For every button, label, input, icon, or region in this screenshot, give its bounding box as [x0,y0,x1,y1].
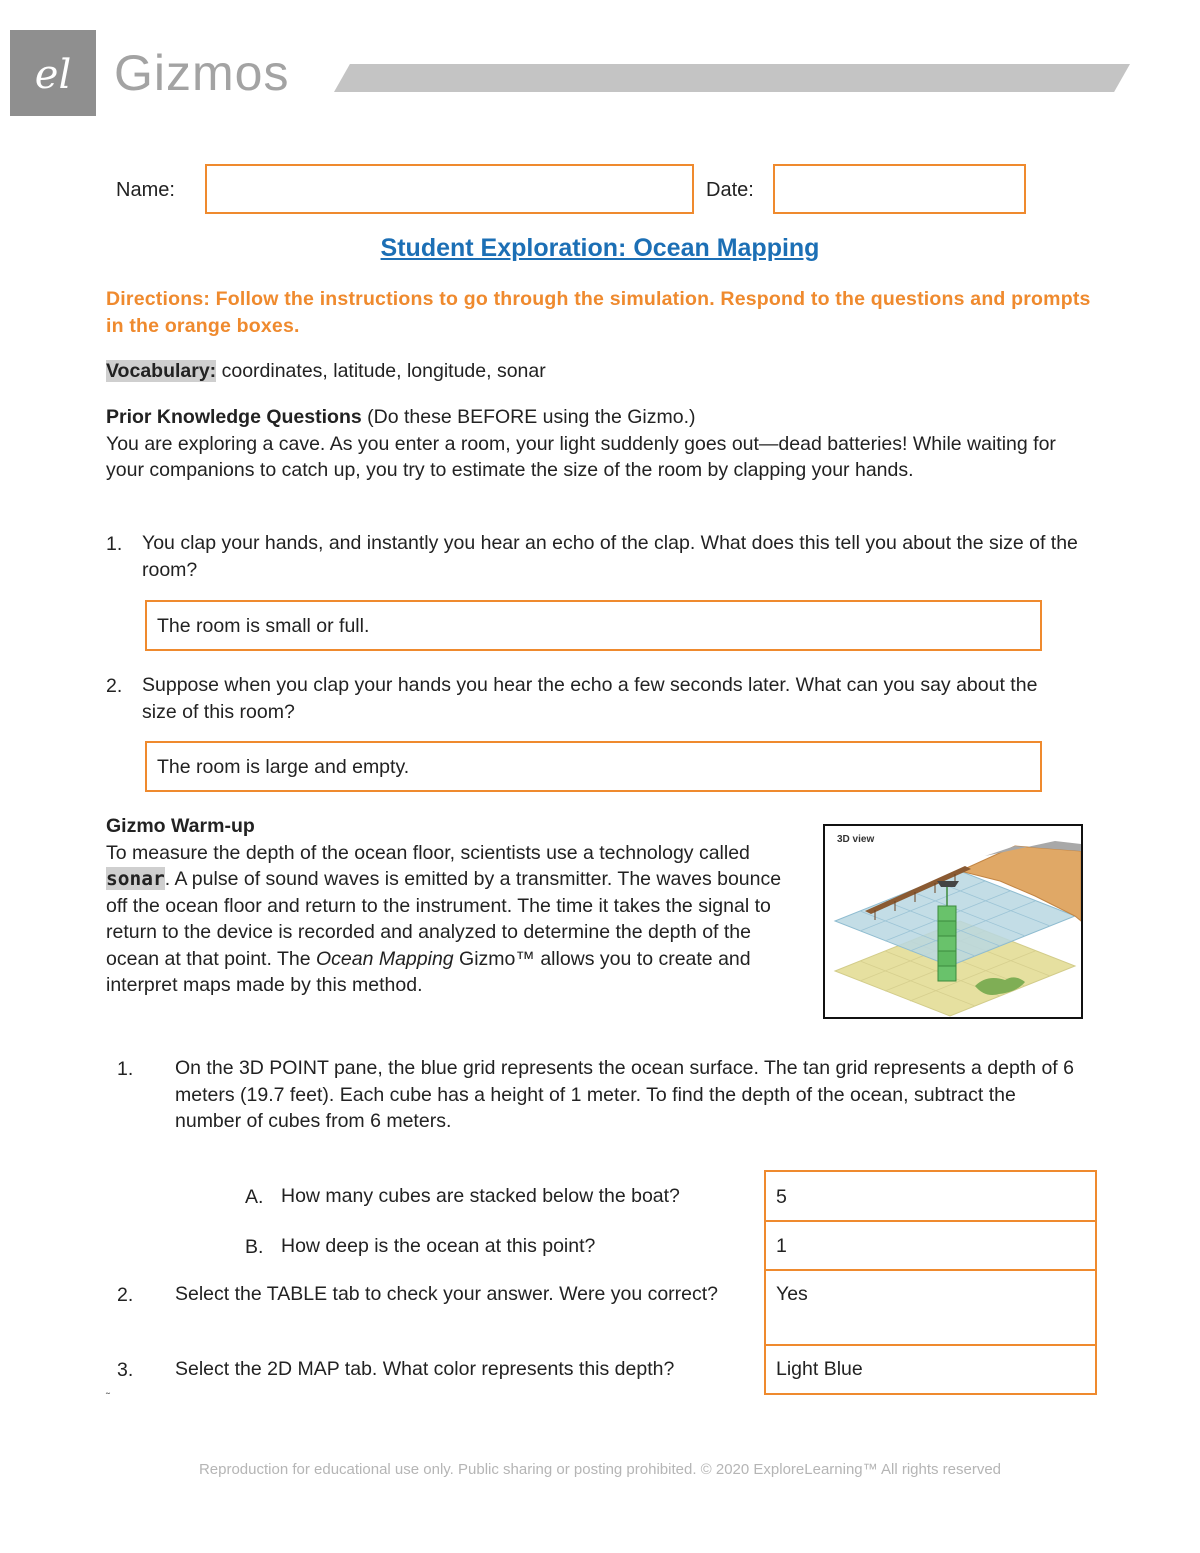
answer-correct: Yes [776,1283,808,1305]
date-field[interactable] [773,164,1026,214]
activity-qB-text: How deep is the ocean at this point? [281,1235,596,1257]
gizmo-3d-view-image [823,824,1083,1019]
svg-text:el: el [34,52,72,98]
pk-answer-2-box[interactable] [145,741,1042,792]
page-title: Student Exploration: Ocean Mapping [380,234,820,262]
answer-color-cell[interactable] [764,1344,1097,1395]
answer-cubes: 5 [776,1186,787,1208]
date-label: Date: [706,179,754,201]
warmup-text-a: To measure the depth of the ocean floor, scientists use a technology called [106,841,750,864]
warmup-keyword: sonar [106,867,165,890]
prior-knowledge-note: (Do these BEFORE using the Gizmo.) [361,406,696,428]
el-logo-icon [10,30,96,116]
footer-copyright: Reproduction for educational use only. Public sharing or posting prohibited. © 2020 ExploreLearning™ All rights reserved [198,1461,1002,1478]
warmup-heading: Gizmo Warm-up [106,815,255,837]
activity-q1-text: On the 3D POINT pane, the blue grid represents the ocean surface. The tan grid represents a depth of 6 meters (19.7 feet). Each cube has a height of 1 meter. To find the depth of the ocean, subtract the number of cubes from 6 meters. [175,1057,1074,1132]
activity-q2-text: Select the TABLE tab to check your answer. Were you correct? [175,1283,719,1305]
activity-q3-number: 3. [117,1359,134,1381]
ocean-3d-illustration [825,826,1081,1017]
warmup-italic: Ocean Mapping [315,947,454,970]
stray-mark: ˜ [106,1390,110,1404]
vocabulary-terms: coordinates, latitude, longitude, sonar [216,360,546,382]
image-label: 3D view [837,834,875,845]
name-label: Name: [116,179,175,201]
activity-qB-number: B. [245,1236,264,1258]
pk-question-1-number: 1. [106,533,123,555]
activity-q3-text: Select the 2D MAP tab. What color represents this depth? [175,1358,675,1380]
prior-knowledge-intro: You are exploring a cave. As you enter a room, your light suddenly goes out—dead batteries! While waiting for your companions to catch up, you try to estimate the size of the room by clapping your hands. [106,432,1056,481]
header-bar [334,64,1130,92]
vocabulary [106,358,1106,385]
warmup-section [106,813,786,999]
pk-question-2-number: 2. [106,675,123,697]
activity-qA-text: How many cubes are stacked below the boat? [281,1185,680,1207]
pk-question-1-text: You clap your hands, and instantly you hear an echo of the clap. What does this tell you about the size of the room? [142,532,1078,581]
prior-knowledge-section [106,404,1076,484]
pk-answer-1: The room is small or full. [157,615,370,637]
warmup-paragraph [106,840,786,999]
activity-qA-number: A. [245,1186,264,1208]
answer-depth-cell[interactable] [764,1220,1097,1271]
answer-correct-cell[interactable] [764,1269,1097,1346]
activity-q1-number: 1. [117,1058,134,1080]
pk-answer-1-box[interactable] [145,600,1042,651]
answer-depth: 1 [776,1235,787,1257]
name-field[interactable] [205,164,694,214]
prior-knowledge-heading: Prior Knowledge Questions [106,406,362,428]
activity-q2-number: 2. [117,1284,134,1306]
answer-cubes-cell[interactable] [764,1170,1097,1222]
warmup-text-c: Gizmo™ allows you to create and interpret maps made by this method. [106,947,751,996]
vocabulary-label: Vocabulary: [106,360,217,382]
pk-question-2-text: Suppose when you clap your hands you hear the echo a few seconds later. What can you say about the size of this room? [142,674,1038,723]
pk-answer-2: The room is large and empty. [157,756,410,778]
gizmos-logo [10,30,96,116]
answer-color: Light Blue [776,1358,863,1380]
warmup-text-b: . A pulse of sound waves is emitted by a transmitter. The waves bounce off the ocean floor and return to the instrument. The time it takes the signal to return to the device is recorded and analyzed to determine the depth of the ocean at that point. The [106,868,782,970]
directions: Directions: Follow the instructions to go through the simulation. Respond to the questions and prompts in the orange boxes. [106,288,1091,337]
brand-name: Gizmos [114,45,290,101]
